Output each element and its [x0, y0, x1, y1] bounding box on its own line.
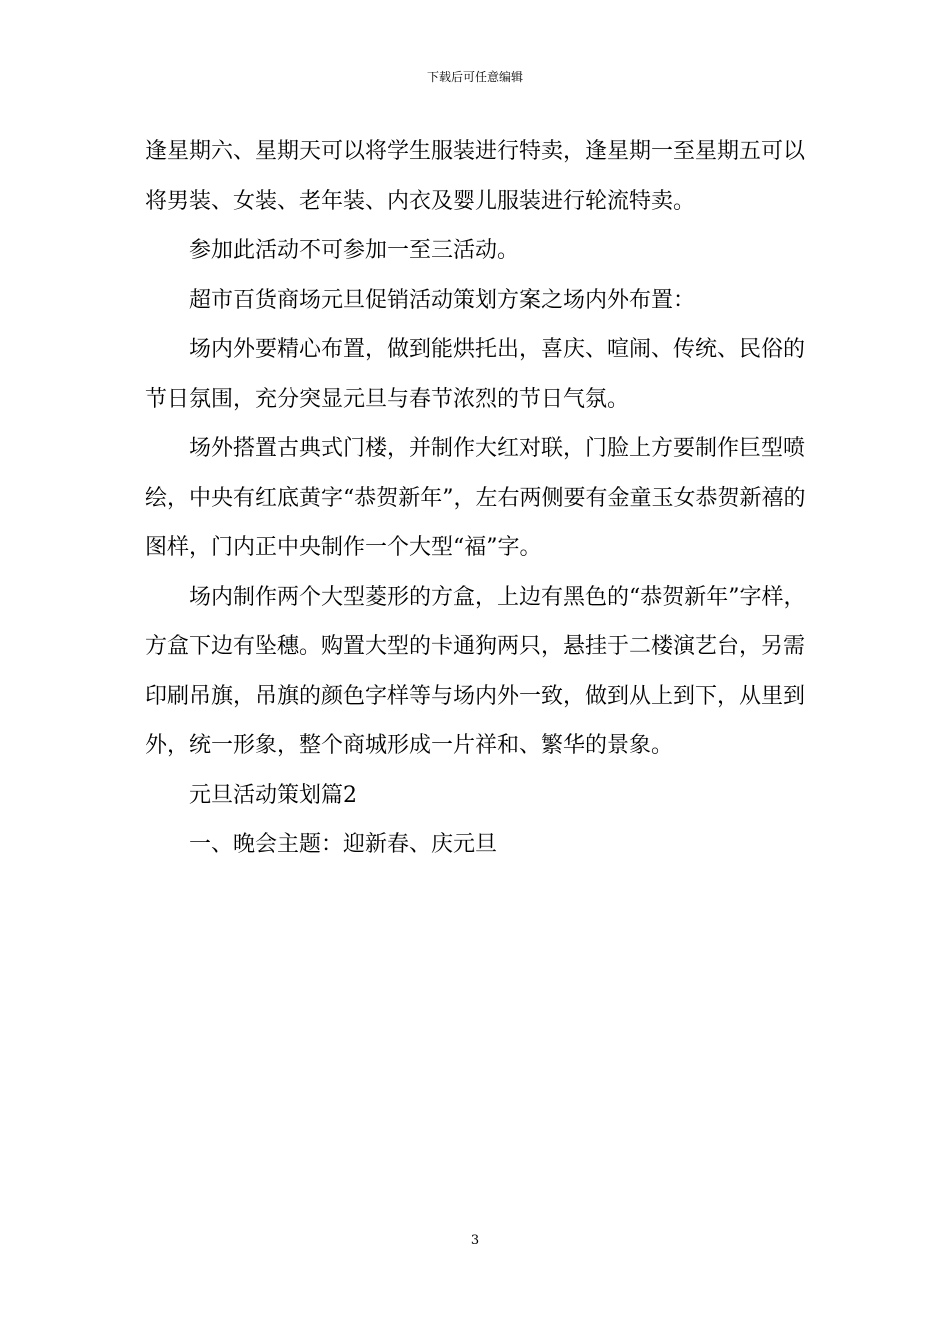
page-header: 下载后可任意编辑: [426, 70, 523, 84]
paragraph: 场外搭置古典式门楼，并制作大红对联，门脸上方要制作巨型喷绘，中央有红底黄字“恭贺新年”，左右两侧要有金童玉女恭贺新禧的图样，门内正中央制作一个大型“福”字。: [145, 436, 806, 560]
paragraph: 参加此活动不可参加一至三活动。: [189, 238, 520, 263]
page-number: 3: [470, 1233, 480, 1248]
document-body: [145, 127, 820, 870]
section-heading: 一、晚会主题：迎新春、庆元旦: [189, 832, 498, 857]
paragraph: 超市百货商场元旦促销活动策划方案之场内外布置：: [189, 287, 696, 313]
paragraph: 逢星期六、星期天可以将学生服装进行特卖，逢星期一至星期五可以将男装、女装、老年装、内衣及婴儿服装进行轮流特卖。: [145, 139, 806, 214]
paragraph: 场内外要精心布置，做到能烘托出，喜庆、喧闹、传统、民俗的节日氛围，充分突显元旦与春节浓烈的节日气氛。: [145, 337, 806, 412]
paragraph: 场内制作两个大型菱形的方盒，上边有黑色的“恭贺新年”字样，方盒下边有坠穗。购置大型的卡通狗两只，悬挂于二楼演艺台，另需印刷吊旗，吊旗的颜色字样等与场内外一致，做到从上到下，从里到外，统一形象，整个商城形成一片祥和、繁华的景象。: [145, 584, 806, 758]
section-heading: 元旦活动策划篇2: [189, 782, 357, 808]
